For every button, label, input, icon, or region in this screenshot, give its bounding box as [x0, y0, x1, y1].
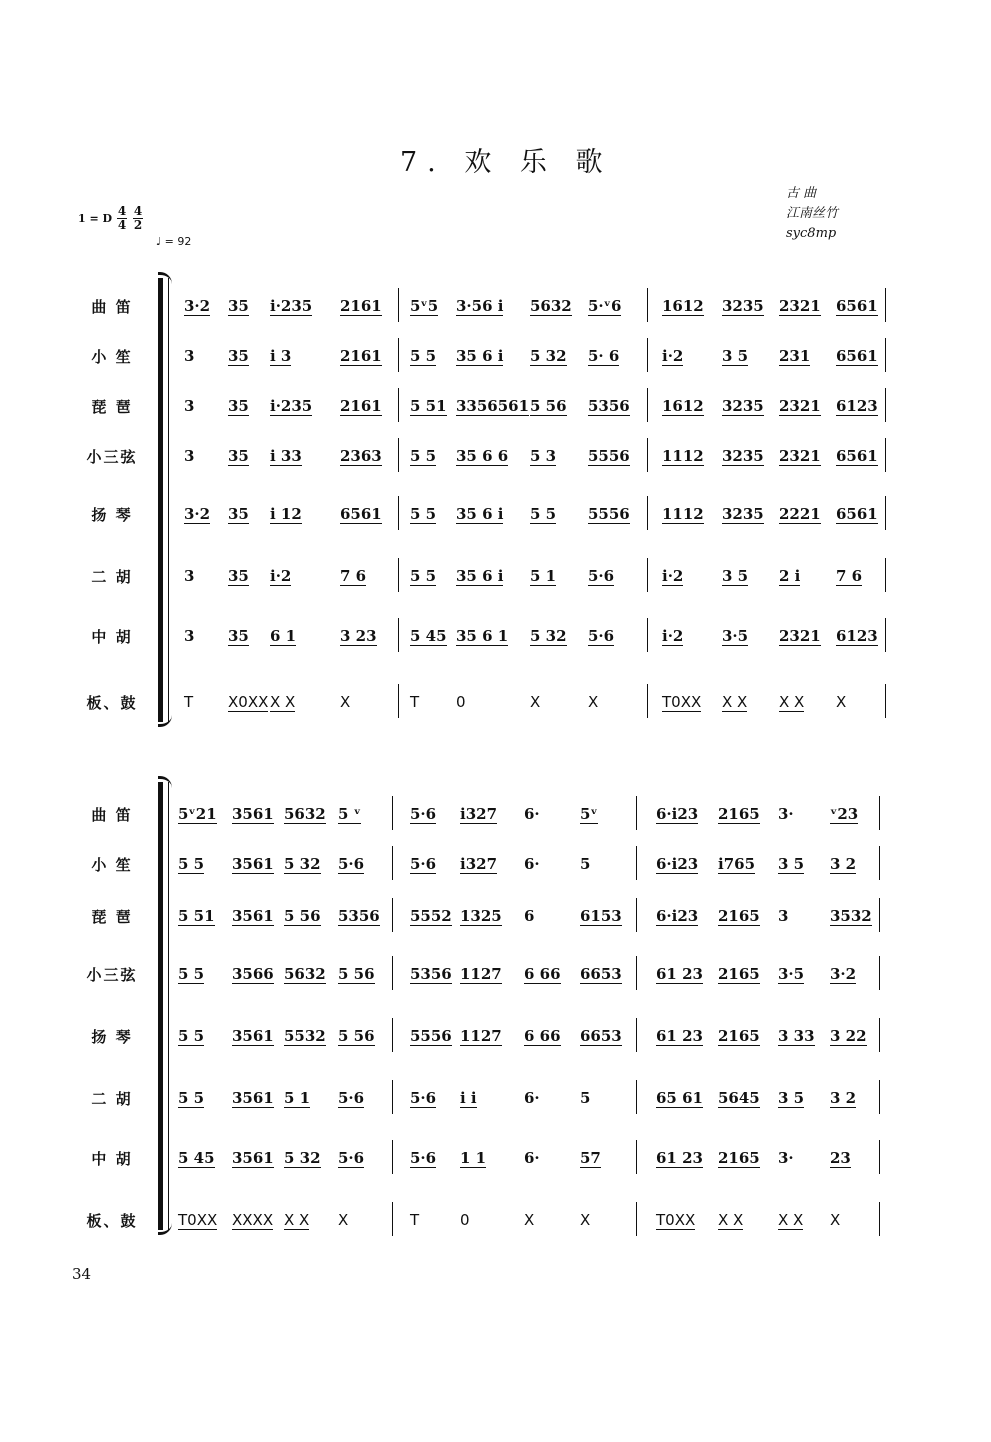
note-group: 3·2: [184, 505, 211, 523]
staff-row: [0, 436, 991, 476]
barline: [647, 438, 648, 472]
barline: [879, 956, 880, 990]
note-group: 5·6: [588, 627, 615, 645]
percussion-beat: X: [580, 1211, 591, 1229]
note-group: 3 5: [778, 855, 805, 873]
note-group: 3 2: [830, 855, 857, 873]
staff-row: [0, 1200, 991, 1240]
note-group: 1612: [662, 297, 704, 315]
note-group: 65 61: [656, 1089, 703, 1107]
note-group: 23: [830, 1149, 851, 1167]
barline: [392, 956, 393, 990]
note-group: 5 32: [284, 1149, 321, 1167]
note-group: 5 5: [410, 347, 437, 365]
note-group: 35: [228, 347, 249, 365]
note-group: 5·6: [410, 855, 437, 873]
note-group: i·235: [270, 297, 313, 315]
note-group: 6·: [524, 805, 540, 823]
note-group: 5ᵛ: [580, 805, 598, 823]
note-group: 5 5: [410, 505, 437, 523]
note-group: 3: [184, 397, 195, 415]
note-group: 6561: [836, 297, 878, 315]
note-group: 1 1: [460, 1149, 487, 1167]
note-group: 3561: [232, 1027, 274, 1045]
instrument-label: 小三弦: [86, 966, 138, 984]
percussion-beat: X: [530, 693, 541, 711]
note-group: 6·i23: [656, 805, 699, 823]
note-group: 6653: [580, 965, 622, 983]
note-group: 5 32: [530, 627, 567, 645]
score-system-1: [0, 272, 991, 732]
instrument-label: 板、鼓: [86, 1212, 138, 1230]
note-group: 3·56 i: [456, 297, 504, 315]
note-group: 3: [184, 567, 195, 585]
note-group: i 33: [270, 447, 302, 465]
note-group: 3235: [722, 297, 764, 315]
percussion-beat: X: [588, 693, 599, 711]
percussion-beat: X X: [284, 1211, 310, 1229]
note-group: 1112: [662, 447, 704, 465]
note-group: 5 32: [530, 347, 567, 365]
note-group: 35: [228, 505, 249, 523]
instrument-label: 扬 琴: [91, 1028, 133, 1046]
note-group: 3 5: [722, 347, 749, 365]
note-group: 5·6: [410, 1149, 437, 1167]
note-group: 6 66: [524, 1027, 561, 1045]
instrument-label: 曲 笛: [91, 298, 133, 316]
barline: [398, 558, 399, 592]
staff-row: [0, 1138, 991, 1178]
barline: [392, 796, 393, 830]
barline: [647, 288, 648, 322]
barline: [879, 846, 880, 880]
note-group: 5ᵛ5: [410, 297, 439, 315]
note-group: 5 5: [410, 567, 437, 585]
percussion-beat: X X: [778, 1211, 804, 1229]
note-group: 3·: [778, 1149, 794, 1167]
percussion-beat: XXXX: [232, 1211, 274, 1229]
note-group: 61 23: [656, 1027, 703, 1045]
note-group: 3 22: [830, 1027, 867, 1045]
barline: [636, 1080, 637, 1114]
note-group: 5: [580, 1089, 591, 1107]
note-group: 3561: [232, 907, 274, 925]
note-group: 5 5: [530, 505, 557, 523]
page-title: 7. 欢 乐 歌: [400, 147, 613, 178]
note-group: 5 3: [530, 447, 557, 465]
barline: [636, 956, 637, 990]
note-group: 3561: [232, 1149, 274, 1167]
barline: [879, 1018, 880, 1052]
note-group: 5632: [284, 805, 326, 823]
barline: [398, 288, 399, 322]
percussion-beat: X0XX: [228, 693, 269, 711]
note-group: 3 33: [778, 1027, 815, 1045]
staff-row: [0, 556, 991, 596]
staff-row: [0, 844, 991, 884]
note-group: 2 i: [779, 567, 801, 585]
note-group: 3·2: [830, 965, 857, 983]
note-group: 2321: [779, 397, 821, 415]
note-group: 6 1: [270, 627, 297, 645]
staff-row: [0, 954, 991, 994]
note-group: 35: [228, 447, 249, 465]
note-group: 5645: [718, 1089, 760, 1107]
note-group: 1112: [662, 505, 704, 523]
note-group: 5ᵛ21: [178, 805, 217, 823]
note-group: 3: [778, 907, 789, 925]
score-system-2: [0, 776, 991, 1236]
note-group: 3566: [232, 965, 274, 983]
instrument-label: 中 胡: [91, 628, 133, 646]
barline: [647, 618, 648, 652]
note-group: i 12: [270, 505, 302, 523]
instrument-label: 琵 琶: [91, 908, 133, 926]
instrument-label: 扬 琴: [91, 506, 133, 524]
note-group: 5 51: [410, 397, 447, 415]
note-group: 5·6: [410, 1089, 437, 1107]
instrument-label: 小 笙: [91, 856, 133, 874]
instrument-label: 小三弦: [86, 448, 138, 466]
note-group: 2321: [779, 447, 821, 465]
note-group: 3·: [778, 805, 794, 823]
note-group: 35 6 i: [456, 567, 504, 585]
note-group: 5 5: [178, 855, 205, 873]
barline: [398, 496, 399, 530]
time-numerator: 4: [117, 204, 127, 218]
instrument-label: 二 胡: [91, 568, 133, 586]
note-group: 3·5: [722, 627, 749, 645]
barline: [636, 1202, 637, 1236]
note-group: 2161: [340, 297, 382, 315]
note-group: 6·: [524, 855, 540, 873]
note-group: 61 23: [656, 965, 703, 983]
note-group: 2321: [779, 297, 821, 315]
brace-top-curl: [158, 272, 172, 285]
barline: [647, 496, 648, 530]
note-group: 35 6 i: [456, 347, 504, 365]
note-group: 5 32: [284, 855, 321, 873]
key-signature: 1 = D: [78, 212, 113, 225]
percussion-beat: T: [410, 693, 420, 711]
note-group: 6123: [836, 397, 878, 415]
barline: [398, 438, 399, 472]
note-group: 5 51: [178, 907, 215, 925]
staff-row: [0, 1078, 991, 1118]
barline: [392, 1080, 393, 1114]
note-group: 5 56: [284, 907, 321, 925]
barline: [885, 438, 886, 472]
percussion-beat: T: [184, 693, 194, 711]
note-group: 6·: [524, 1089, 540, 1107]
tempo-marking: ♩ = 92: [156, 235, 192, 248]
note-group: 5· 6: [588, 347, 620, 365]
staff-row: [0, 1016, 991, 1056]
note-group: 3561: [232, 1089, 274, 1107]
barline: [398, 338, 399, 372]
percussion-beat: X: [830, 1211, 841, 1229]
note-group: 3235: [722, 505, 764, 523]
note-group: i327: [460, 805, 498, 823]
time-denominator: 2: [133, 218, 143, 232]
percussion-beat: 0: [460, 1211, 470, 1229]
attribution-line: 古 曲: [786, 186, 817, 201]
percussion-beat: X X: [270, 693, 296, 711]
note-group: 3356561: [456, 397, 530, 415]
barline: [398, 618, 399, 652]
barline: [398, 388, 399, 422]
staff-row: [0, 286, 991, 326]
barline: [392, 846, 393, 880]
barline: [636, 846, 637, 880]
instrument-label: 中 胡: [91, 1150, 133, 1168]
note-group: 5 1: [284, 1089, 311, 1107]
percussion-beat: 0: [456, 693, 466, 711]
note-group: 6·i23: [656, 855, 699, 873]
time-signature-1: [116, 205, 128, 232]
note-group: 2363: [340, 447, 382, 465]
note-group: 2221: [779, 505, 821, 523]
note-group: i·2: [662, 567, 684, 585]
barline: [636, 796, 637, 830]
note-group: 6561: [836, 505, 878, 523]
note-group: 35: [228, 567, 249, 585]
attribution: [786, 184, 838, 244]
percussion-beat: T0XX: [178, 1211, 218, 1229]
note-group: 61 23: [656, 1149, 703, 1167]
note-group: 5 56: [338, 965, 375, 983]
note-group: 3: [184, 347, 195, 365]
note-group: 6·: [524, 1149, 540, 1167]
time-numerator: 4: [133, 204, 143, 218]
note-group: 5 56: [530, 397, 567, 415]
barline: [647, 338, 648, 372]
staff-row: [0, 336, 991, 376]
note-group: ᵛ23: [830, 805, 859, 823]
barline: [647, 388, 648, 422]
brace-top-curl: [158, 776, 172, 789]
barline: [392, 1018, 393, 1052]
note-group: 7 6: [836, 567, 863, 585]
note-group: 3235: [722, 397, 764, 415]
staff-row: [0, 794, 991, 834]
note-group: i·235: [270, 397, 313, 415]
note-group: 5 45: [178, 1149, 215, 1167]
note-group: 3 2: [830, 1089, 857, 1107]
note-group: 5·6: [338, 1089, 365, 1107]
instrument-label: 板、鼓: [86, 694, 138, 712]
note-group: 3532: [830, 907, 872, 925]
barline: [636, 1140, 637, 1174]
instrument-label: 小 笙: [91, 348, 133, 366]
barline: [885, 496, 886, 530]
note-group: 3235: [722, 447, 764, 465]
note-group: 6561: [836, 447, 878, 465]
note-group: 35: [228, 627, 249, 645]
note-group: 3·5: [778, 965, 805, 983]
note-group: 5 ᵛ: [338, 805, 362, 823]
barline: [885, 618, 886, 652]
barline: [647, 684, 648, 718]
percussion-beat: T0XX: [662, 693, 702, 711]
percussion-beat: X: [338, 1211, 349, 1229]
note-group: 35 6 6: [456, 447, 509, 465]
note-group: i i: [460, 1089, 477, 1107]
instrument-label: 曲 笛: [91, 806, 133, 824]
note-group: 231: [779, 347, 811, 365]
note-group: 5556: [410, 1027, 452, 1045]
percussion-beat: X X: [779, 693, 805, 711]
note-group: 5 5: [178, 1027, 205, 1045]
note-group: 35: [228, 297, 249, 315]
barline: [879, 796, 880, 830]
staff-row: [0, 682, 991, 722]
note-group: 5632: [284, 965, 326, 983]
note-group: i327: [460, 855, 498, 873]
note-group: 3561: [232, 805, 274, 823]
note-group: 1127: [460, 1027, 502, 1045]
note-group: 2161: [340, 347, 382, 365]
note-group: 1127: [460, 965, 502, 983]
note-group: 5·6: [588, 567, 615, 585]
note-group: 7 6: [340, 567, 367, 585]
note-group: 2165: [718, 907, 760, 925]
attribution-line: 江南丝竹: [786, 206, 839, 221]
note-group: 5556: [588, 447, 630, 465]
barline: [392, 1140, 393, 1174]
note-group: 35: [228, 397, 249, 415]
barline: [885, 288, 886, 322]
barline: [392, 898, 393, 932]
staff-row: [0, 616, 991, 656]
note-group: 2165: [718, 1149, 760, 1167]
note-group: 5356: [410, 965, 452, 983]
instrument-label: 琵 琶: [91, 398, 133, 416]
note-group: 57: [580, 1149, 601, 1167]
note-group: 1325: [460, 907, 502, 925]
note-group: 5 5: [178, 965, 205, 983]
barline: [879, 1080, 880, 1114]
note-group: i765: [718, 855, 756, 873]
note-group: 2321: [779, 627, 821, 645]
note-group: 5 56: [338, 1027, 375, 1045]
note-group: 5 5: [410, 447, 437, 465]
note-group: 2161: [340, 397, 382, 415]
note-group: 6123: [836, 627, 878, 645]
note-group: 3: [184, 627, 195, 645]
barline: [885, 338, 886, 372]
note-group: i·2: [662, 347, 684, 365]
barline: [885, 558, 886, 592]
note-group: 5556: [588, 505, 630, 523]
instrument-label: 二 胡: [91, 1090, 133, 1108]
note-group: 5632: [530, 297, 572, 315]
note-group: 5356: [588, 397, 630, 415]
note-group: 5552: [410, 907, 452, 925]
note-group: 5 5: [178, 1089, 205, 1107]
staff-row: [0, 386, 991, 426]
note-group: 3 23: [340, 627, 377, 645]
note-group: i·2: [662, 627, 684, 645]
note-group: 35 6 1: [456, 627, 509, 645]
note-group: 6·i23: [656, 907, 699, 925]
percussion-beat: X: [524, 1211, 535, 1229]
note-group: 5 1: [530, 567, 557, 585]
staff-row: [0, 494, 991, 534]
time-denominator: 4: [117, 218, 127, 232]
note-group: 2165: [718, 805, 760, 823]
percussion-beat: T: [410, 1211, 420, 1229]
note-group: 5·6: [410, 805, 437, 823]
barline: [879, 898, 880, 932]
percussion-beat: X: [340, 693, 351, 711]
barline: [398, 684, 399, 718]
note-group: 35 6 i: [456, 505, 504, 523]
note-group: 5532: [284, 1027, 326, 1045]
note-group: 6561: [340, 505, 382, 523]
note-group: 5·6: [338, 1149, 365, 1167]
barline: [636, 1018, 637, 1052]
note-group: 6: [524, 907, 535, 925]
barline: [392, 1202, 393, 1236]
barline: [647, 558, 648, 592]
note-group: 5·ᵛ6: [588, 297, 622, 315]
note-group: 3561: [232, 855, 274, 873]
note-group: 5 45: [410, 627, 447, 645]
barline: [885, 684, 886, 718]
note-group: 1612: [662, 397, 704, 415]
page-number: 34: [72, 1265, 92, 1283]
note-group: 5356: [338, 907, 380, 925]
note-group: 6 66: [524, 965, 561, 983]
percussion-beat: T0XX: [656, 1211, 696, 1229]
note-group: 5: [580, 855, 591, 873]
time-signature-2: [132, 205, 144, 232]
barline: [879, 1140, 880, 1174]
percussion-beat: X X: [722, 693, 748, 711]
note-group: 5·6: [338, 855, 365, 873]
note-group: 3 5: [778, 1089, 805, 1107]
note-group: 3: [184, 447, 195, 465]
percussion-beat: X: [836, 693, 847, 711]
note-group: 6153: [580, 907, 622, 925]
note-group: 2165: [718, 1027, 760, 1045]
note-group: i·2: [270, 567, 292, 585]
barline: [636, 898, 637, 932]
barline: [885, 388, 886, 422]
attribution-line: syc8mp: [786, 226, 837, 241]
note-group: 2165: [718, 965, 760, 983]
barline: [879, 1202, 880, 1236]
staff-row: [0, 896, 991, 936]
note-group: 3·2: [184, 297, 211, 315]
note-group: 6561: [836, 347, 878, 365]
note-group: i 3: [270, 347, 292, 365]
percussion-beat: X X: [718, 1211, 744, 1229]
note-group: 3 5: [722, 567, 749, 585]
note-group: 6653: [580, 1027, 622, 1045]
